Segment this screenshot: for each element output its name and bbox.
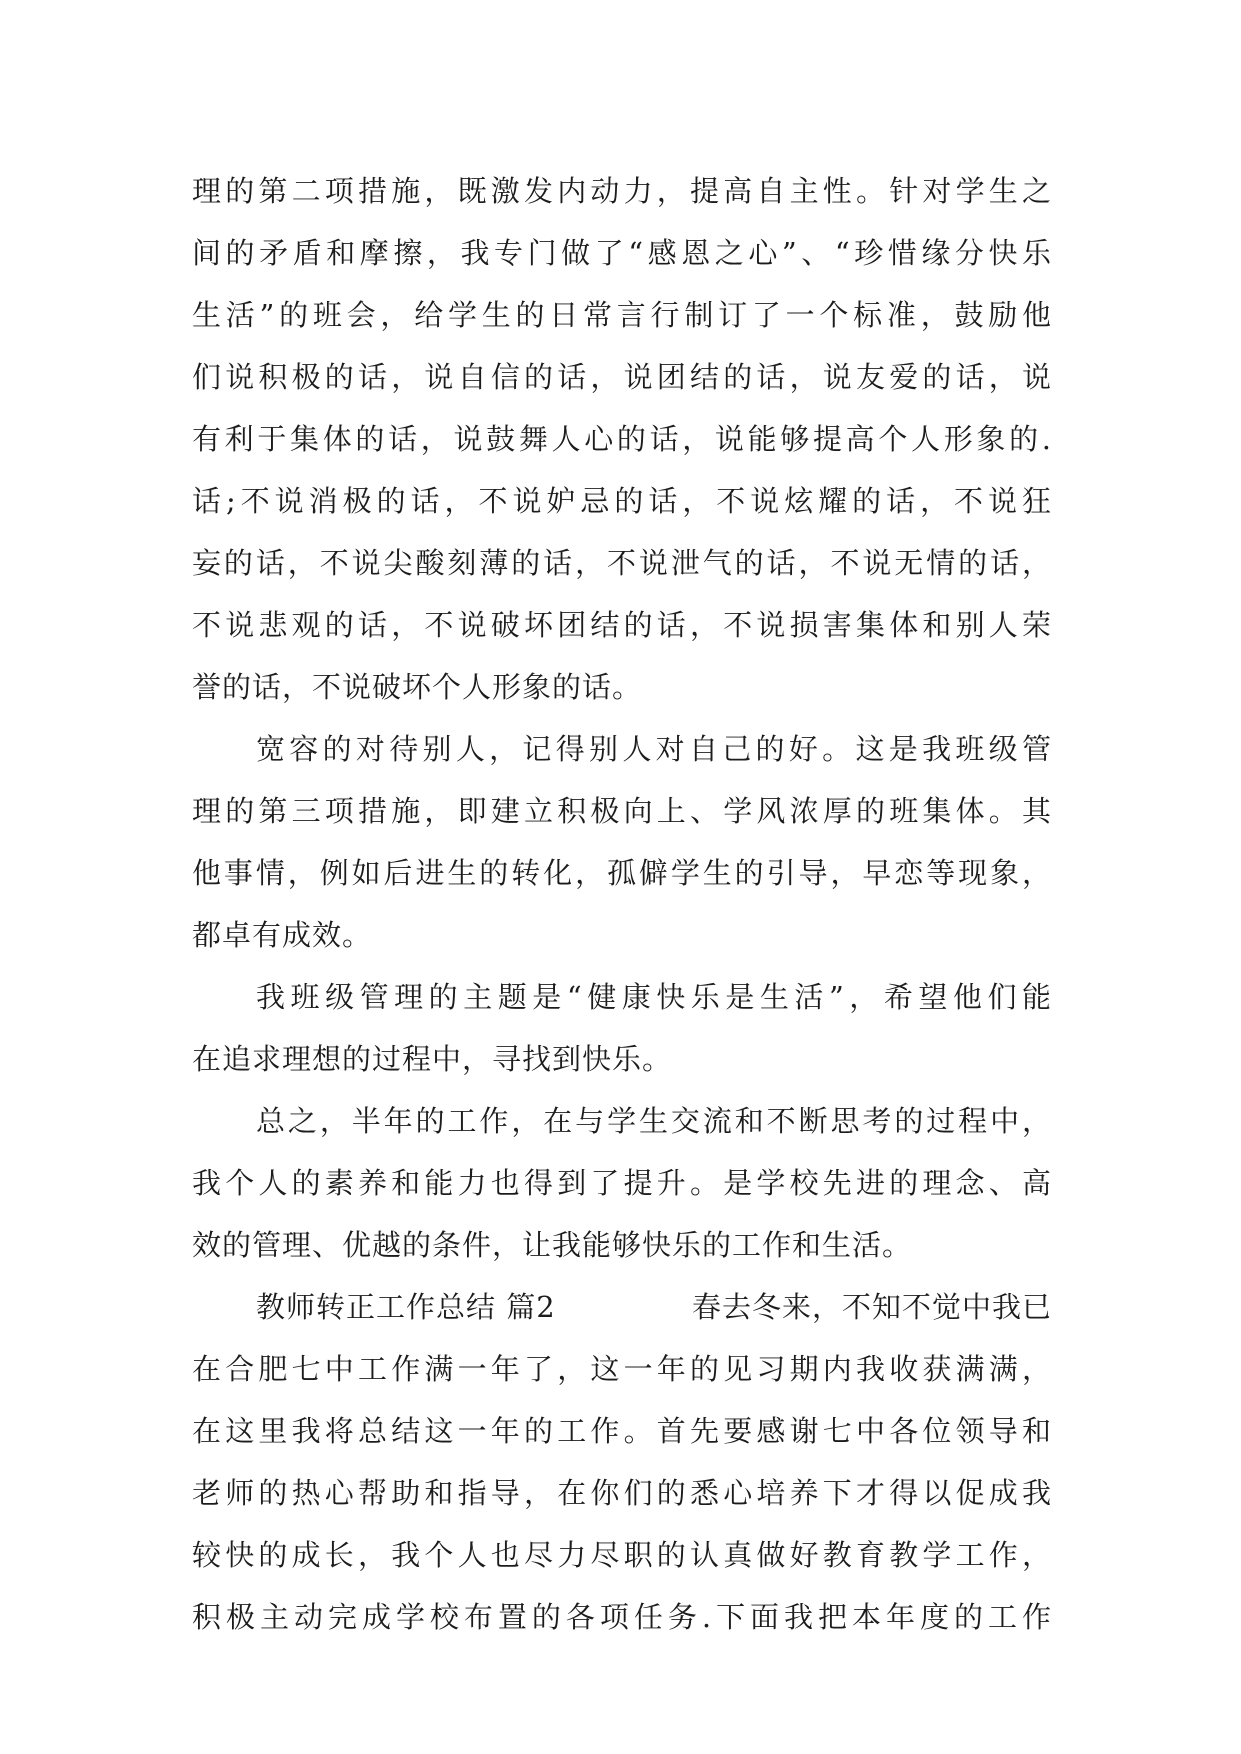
text-line: 理的第三项措施，即建立积极向上、学风浓厚的班集体。其	[192, 794, 1052, 828]
text-line: 老师的热心帮助和指导，在你们的悉心培养下才得以促成我	[192, 1476, 1052, 1510]
text-line: 间的矛盾和摩擦，我专门做了“感恩之心”、“珍惜缘分快乐	[192, 236, 1052, 270]
text-line: 在合肥七中工作满一年了，这一年的见习期内我收获满满，	[192, 1352, 1052, 1386]
text-line: 积极主动完成学校布置的各项任务.下面我把本年度的工作	[192, 1600, 1052, 1634]
text-line: 妄的话，不说尖酸刻薄的话，不说泄气的话，不说无情的话，	[192, 546, 1052, 580]
text-line: 话;不说消极的话，不说妒忌的话，不说炫耀的话，不说狂	[192, 484, 1052, 518]
paragraph-first-line: 我班级管理的主题是“健康快乐是生活”，希望他们能	[256, 980, 1052, 1014]
section-title: 教师转正工作总结 篇2	[256, 1290, 556, 1324]
text-line: 誉的话，不说破坏个人形象的话。	[192, 670, 643, 704]
text-line: 理的第二项措施，既激发内动力，提高自主性。针对学生之	[192, 174, 1052, 208]
section-lead-text: 春去冬来，不知不觉中我已	[691, 1290, 1052, 1324]
text-line: 在追求理想的过程中，寻找到快乐。	[192, 1042, 673, 1076]
text-line: 较快的成长，我个人也尽力尽职的认真做好教育教学工作，	[192, 1538, 1052, 1572]
text-line: 我个人的素养和能力也得到了提升。是学校先进的理念、高	[192, 1166, 1052, 1200]
section-heading-line	[192, 1276, 1052, 1338]
text-line: 在这里我将总结这一年的工作。首先要感谢七中各位领导和	[192, 1414, 1052, 1448]
paragraph-first-line: 总之，半年的工作，在与学生交流和不断思考的过程中，	[256, 1104, 1052, 1138]
text-line: 不说悲观的话，不说破坏团结的话，不说损害集体和别人荣	[192, 608, 1052, 642]
text-line: 们说积极的话，说自信的话，说团结的话，说友爱的话，说	[192, 360, 1052, 394]
text-line: 效的管理、优越的条件，让我能够快乐的工作和生活。	[192, 1228, 913, 1262]
text-line: 他事情，例如后进生的转化，孤僻学生的引导，早恋等现象，	[192, 856, 1052, 890]
text-line: 有利于集体的话，说鼓舞人心的话，说能够提高个人形象的.	[192, 422, 1052, 456]
document-body	[192, 160, 1052, 1648]
paragraph-first-line: 宽容的对待别人，记得别人对自己的好。这是我班级管	[256, 732, 1052, 766]
text-line: 生活”的班会，给学生的日常言行制订了一个标准，鼓励他	[192, 298, 1052, 332]
text-line: 都卓有成效。	[192, 918, 373, 952]
